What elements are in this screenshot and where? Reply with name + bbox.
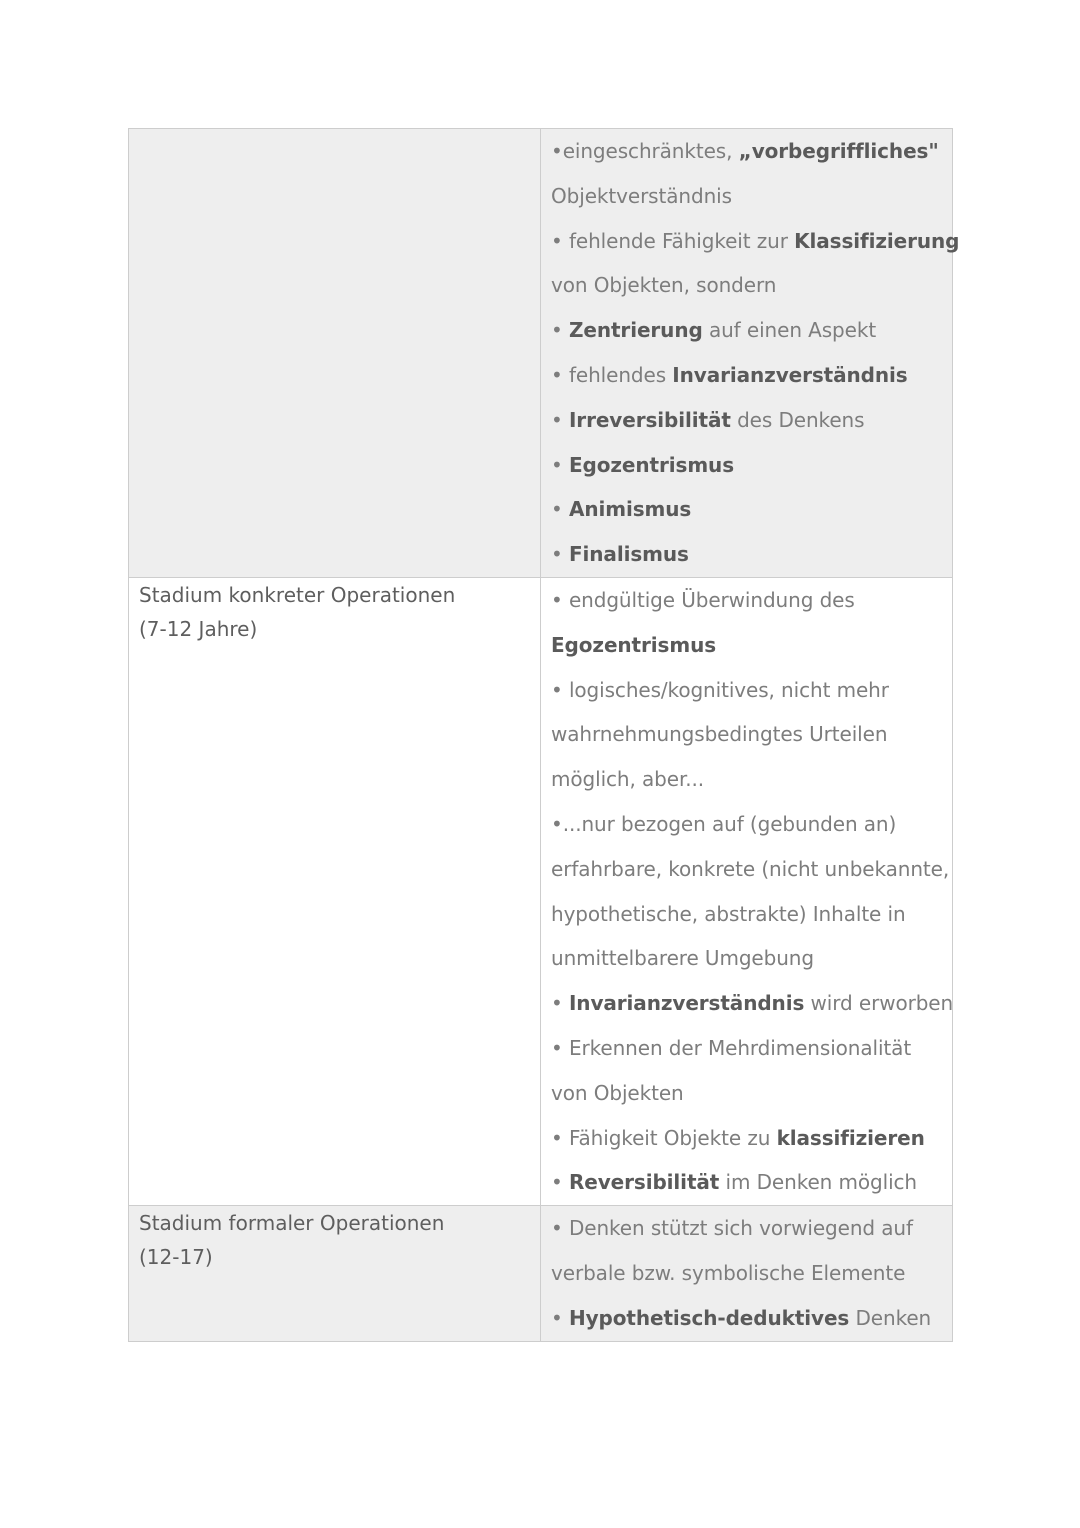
characteristic-line <box>551 1160 942 1205</box>
characteristic-line <box>551 487 942 532</box>
text-run: • logisches/kognitives, nicht mehr <box>551 677 889 702</box>
key-term: klassifizieren <box>776 1125 925 1150</box>
table-row <box>129 577 953 1205</box>
key-term: Egozentrismus <box>568 452 734 477</box>
text-run: •...nur bezogen auf (gebunden an) <box>551 811 897 836</box>
characteristics-cell <box>541 129 960 578</box>
characteristic-line <box>551 1296 942 1341</box>
characteristic-line <box>551 174 942 219</box>
text-run: wird erworben <box>804 991 954 1016</box>
characteristic-line <box>551 443 942 488</box>
stages-table <box>128 128 960 1342</box>
text-run: • <box>551 318 569 343</box>
characteristic-line <box>551 578 942 623</box>
characteristic-line <box>551 1251 942 1296</box>
characteristic-line <box>551 623 942 668</box>
text-run: von Objekten, sondern <box>551 273 777 298</box>
characteristic-line <box>551 712 942 757</box>
text-run: • <box>551 497 569 522</box>
text-run: • <box>551 542 569 567</box>
text-run: Objektverständnis <box>551 183 732 208</box>
characteristic-line <box>551 398 942 443</box>
text-run: • Erkennen der Mehrdimensionalität <box>551 1035 912 1060</box>
characteristic-line <box>551 219 960 264</box>
stage-label: Stadium konkreter Operationen <box>139 582 456 607</box>
characteristic-line <box>551 936 942 981</box>
characteristic-line <box>551 1206 942 1251</box>
characteristic-line <box>551 1116 942 1161</box>
characteristic-line <box>551 129 942 174</box>
characteristics-cell <box>541 577 953 1205</box>
stage-cell <box>129 1206 541 1341</box>
key-term: Irreversibilität <box>568 407 731 432</box>
characteristic-line <box>551 353 942 398</box>
text-run: erfahrbare, konkrete (nicht unbekannte, <box>551 856 950 881</box>
characteristic-line <box>551 263 942 308</box>
key-term: Finalismus <box>568 542 689 567</box>
characteristic-line <box>551 892 942 937</box>
key-term: Invarianzverständnis <box>568 991 805 1016</box>
characteristic-line <box>551 668 942 713</box>
text-run: • <box>551 1305 569 1330</box>
text-run: von Objekten <box>551 1080 684 1105</box>
text-run: • <box>551 991 569 1016</box>
characteristic-line <box>551 1071 942 1116</box>
characteristic-line <box>551 981 954 1026</box>
key-term: Hypothetisch-deduktives <box>568 1305 850 1330</box>
key-term: Egozentrismus <box>551 632 717 657</box>
text-run: unmittelbarere Umgebung <box>551 946 814 971</box>
characteristic-line <box>551 308 942 353</box>
text-run: •eingeschränktes, <box>551 139 739 163</box>
text-run: im Denken möglich <box>719 1170 918 1195</box>
key-term: „vorbegriffliches" <box>738 139 939 163</box>
key-term: Animismus <box>568 497 692 522</box>
characteristics-cell <box>541 1206 953 1341</box>
table-row <box>129 129 953 578</box>
text-run: • Fähigkeit Objekte zu <box>551 1125 777 1150</box>
text-run: wahrnehmungsbedingtes Urteilen <box>551 722 888 747</box>
text-run: • <box>551 1170 569 1195</box>
text-run: • <box>551 452 569 477</box>
text-run: • <box>551 407 569 432</box>
table-row <box>129 1206 953 1341</box>
characteristic-line <box>551 1026 942 1071</box>
key-term: Reversibilität <box>568 1170 720 1195</box>
text-run: hypothetische, abstrakte) Inhalte in <box>551 901 906 926</box>
characteristic-line <box>551 532 942 577</box>
stage-label: (7-12 Jahre) <box>139 616 258 641</box>
text-run: Denken <box>849 1305 932 1330</box>
text-run: möglich, aber... <box>551 767 705 792</box>
text-run: • fehlende Fähigkeit zur <box>551 228 795 253</box>
text-run: des Denkens <box>730 407 865 432</box>
text-run: • Denken stützt sich vorwiegend auf <box>551 1216 913 1241</box>
text-run: auf einen Aspekt <box>702 318 877 343</box>
characteristic-line <box>551 757 942 802</box>
text-run: • fehlendes <box>551 362 673 387</box>
stage-cell <box>129 577 541 1205</box>
stage-label: Stadium formaler Operationen <box>139 1211 445 1236</box>
text-run: • endgültige Überwindung des <box>551 587 855 612</box>
key-term: Zentrierung <box>568 318 703 343</box>
key-term: Invarianzverständnis <box>672 362 908 387</box>
characteristic-line <box>551 802 942 847</box>
characteristic-line <box>551 847 950 892</box>
stage-cell <box>129 129 541 578</box>
text-run: verbale bzw. symbolische Elemente <box>551 1260 906 1285</box>
stage-label: (12-17) <box>139 1245 213 1270</box>
key-term: Klassifizierung <box>794 228 960 253</box>
